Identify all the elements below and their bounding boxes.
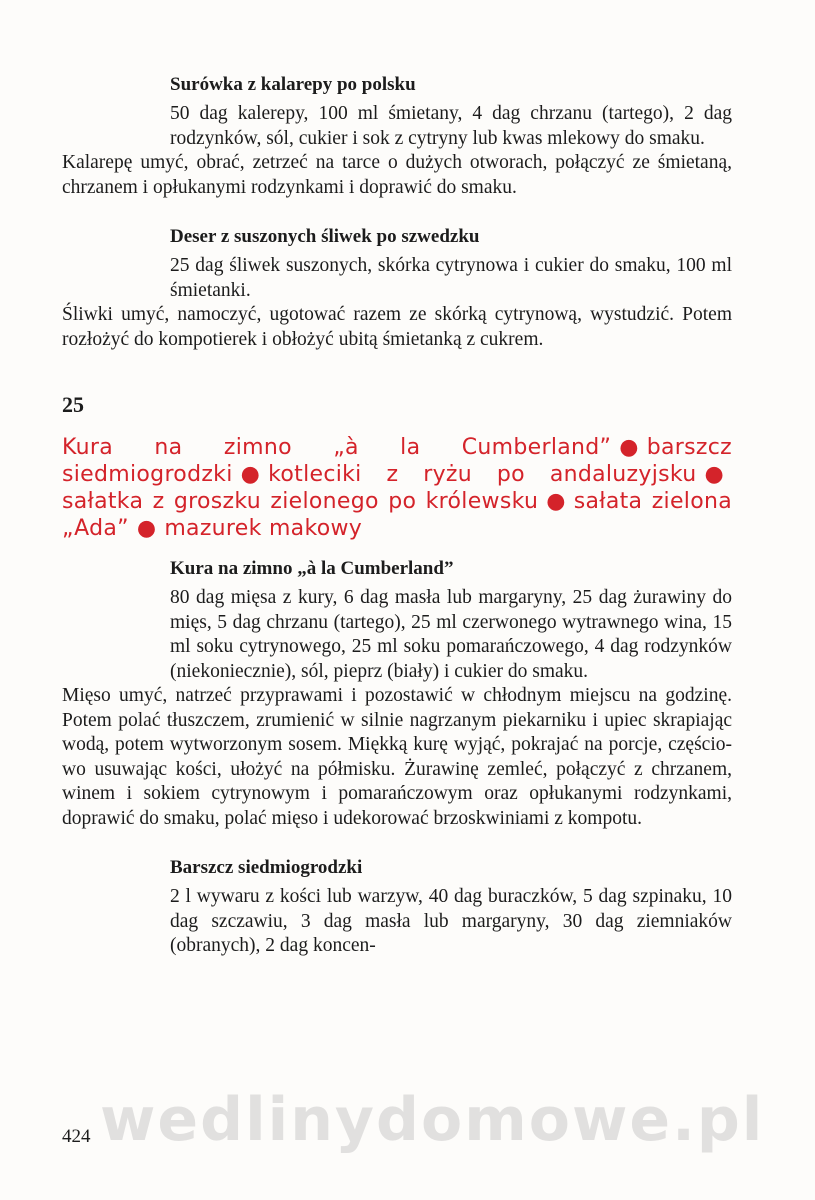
recipe-ingredients: 50 dag kalerepy, 100 ml śmietany, 4 dag chrzanu (tartego), 2 dag rodzynków, sól, cukier i sok z cytryny lub kwas mlekowy do smaku. [170,103,732,149]
bullet-icon: ● [136,516,157,541]
page-number: 424 [62,1126,91,1147]
menu-item: barszcz siedmiogrodzki [62,435,732,487]
recipe-barszcz [62,855,732,959]
watermark: wedlinydomowe.pl [100,1085,765,1155]
page-content [62,72,732,959]
recipe-title: Kura na zimno „à la Cumberland” [170,558,454,579]
recipe-title: Deser z suszonych śliwek po szwedzku [170,226,480,247]
recipe-method: Kalarepę umyć, obrać, zetrzeć na tarce o dużych otworach, połączyć ze śmietaną, chrzanem i opłukanymi rodzynkami i doprawić do smaku. [62,152,732,198]
day-number: 25 [62,392,84,417]
menu-item: sałata zielona „Ada” [62,489,733,541]
bullet-icon: ● [546,489,566,514]
menu-item: sałatka z groszku zielonego po królewsku [62,489,539,514]
day-menu [62,434,732,542]
recipe-method: Śliwki umyć, namoczyć, ugotować razem ze skórką cytrynową, wystudzić. Potem rozłożyć do kompotierek i obłożyć ubitą śmietanką z cukrem. [62,304,732,350]
recipe-ingredients: 2 l wywaru z kości lub warzyw, 40 dag buraczków, 5 dag szpinaku, 10 dag szczawiu, 3 dag masła lub margaryny, 30 dag ziemniaków (obranych), 2 dag koncen- [170,886,732,956]
recipe-method: Mięso umyć, natrzeć przyprawami i pozostawić w chłodnym miejscu na godzinę. Potem polać tłuszczem, zrumienić w silnie nagrzanym piekarniku i upiec skrapiając wodą, potem wytworzonym sosem. Miękką kurę wyjąć, pokrajać na porcje, częściowo usuwając kości, ułożyć na półmisku. Żurawinę zemleć, połączyć z chrzanem, winem i sokiem cytrynowym i pomarańczowym oraz opłukanymi rodzynkami, doprawić do smaku, polać mięso i udekorować brzoskwiniami z kompotu. [62,685,732,829]
recipe-ingredients: 80 dag mięsa z kury, 6 dag masła lub margaryny, 25 dag żurawiny do mięs, 5 dag chrzanu (tartego), 25 ml czerwonego wytrawnego wina, 15 ml soku cytrynowego, 25 ml soku pomarańczowego, 4 dag rodzynków (niekoniecznie), sól, pieprz (biały) i cukier do smaku. [170,587,732,682]
recipe-kalarepa [62,72,732,200]
bullet-icon: ● [240,462,261,487]
menu-item: Kura na zimno „à la Cumberland” [62,435,612,460]
recipe-ingredients: 25 dag śliwek suszonych, skórka cytrynowa i cukier do smaku, 100 ml śmietanki. [170,255,732,301]
bullet-icon: ● [619,435,639,460]
recipe-deser-sliwki [62,224,732,352]
menu-item: kotleciki z ryżu po andaluzyjsku [268,462,697,487]
bullet-icon: ● [704,462,724,487]
recipe-title: Surówka z kalarepy po polsku [170,74,416,95]
menu-item: mazurek makowy [164,516,363,541]
recipe-title: Barszcz siedmiogrodzki [170,857,363,878]
recipe-kura-cumberland [62,556,732,831]
